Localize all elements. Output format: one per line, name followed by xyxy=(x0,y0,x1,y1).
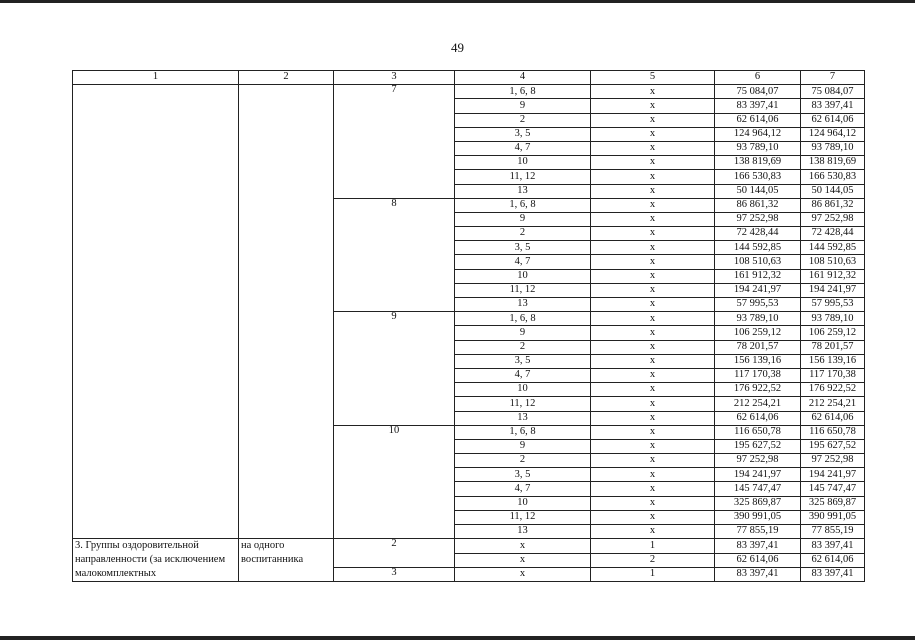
value-cell: x xyxy=(591,454,715,468)
value-cell: 9 xyxy=(455,212,591,226)
value-cell: 62 614,06 xyxy=(801,411,865,425)
value-cell: x xyxy=(591,85,715,99)
value-cell: 161 912,32 xyxy=(715,269,801,283)
value-cell: 11, 12 xyxy=(455,397,591,411)
value-cell: x xyxy=(591,326,715,340)
value-cell: 57 995,53 xyxy=(801,298,865,312)
value-cell: x xyxy=(591,99,715,113)
value-cell: 9 xyxy=(455,326,591,340)
value-cell: 62 614,06 xyxy=(801,553,865,567)
value-cell: 194 241,97 xyxy=(801,468,865,482)
value-cell: x xyxy=(591,468,715,482)
value-cell: 62 614,06 xyxy=(715,553,801,567)
value-cell: 10 xyxy=(455,383,591,397)
value-cell: 161 912,32 xyxy=(801,269,865,283)
empty-col1-cell xyxy=(73,85,239,539)
value-cell: x xyxy=(591,411,715,425)
value-cell: 145 747,47 xyxy=(715,482,801,496)
value-cell: x xyxy=(591,510,715,524)
value-cell: 2 xyxy=(455,227,591,241)
value-cell: x xyxy=(591,397,715,411)
value-cell: 156 139,16 xyxy=(801,354,865,368)
value-cell: 97 252,98 xyxy=(715,212,801,226)
value-cell: x xyxy=(591,383,715,397)
value-cell: 390 991,05 xyxy=(715,510,801,524)
value-cell: x xyxy=(591,496,715,510)
value-cell: 86 861,32 xyxy=(715,198,801,212)
value-cell: 1, 6, 8 xyxy=(455,312,591,326)
group-size-cell: 2 xyxy=(334,539,455,568)
value-cell: 86 861,32 xyxy=(801,198,865,212)
value-cell: 4, 7 xyxy=(455,482,591,496)
value-cell: 124 964,12 xyxy=(715,127,801,141)
value-cell: 9 xyxy=(455,99,591,113)
value-cell: 11, 12 xyxy=(455,510,591,524)
value-cell: x xyxy=(591,312,715,326)
value-cell: 195 627,52 xyxy=(715,439,801,453)
table-body xyxy=(73,71,865,582)
value-cell: 4, 7 xyxy=(455,141,591,155)
value-cell: x xyxy=(591,212,715,226)
value-cell: 83 397,41 xyxy=(715,567,801,581)
value-cell: 1, 6, 8 xyxy=(455,198,591,212)
value-cell: 57 995,53 xyxy=(715,298,801,312)
group-size-cell: 7 xyxy=(334,85,455,199)
value-cell: x xyxy=(455,539,591,553)
value-cell: 10 xyxy=(455,156,591,170)
value-cell: x xyxy=(591,354,715,368)
value-cell: x xyxy=(591,525,715,539)
value-cell: 93 789,10 xyxy=(801,312,865,326)
value-cell: x xyxy=(591,170,715,184)
value-cell: 72 428,44 xyxy=(801,227,865,241)
value-cell: 166 530,83 xyxy=(715,170,801,184)
value-cell: 97 252,98 xyxy=(801,454,865,468)
value-cell: 83 397,41 xyxy=(801,567,865,581)
value-cell: 97 252,98 xyxy=(715,454,801,468)
top-border xyxy=(0,0,915,3)
value-cell: 195 627,52 xyxy=(801,439,865,453)
value-cell: 4, 7 xyxy=(455,368,591,382)
header-cell: 6 xyxy=(715,71,801,85)
value-cell: 194 241,97 xyxy=(715,468,801,482)
value-cell: x xyxy=(591,482,715,496)
value-cell: 144 592,85 xyxy=(801,241,865,255)
value-cell: x xyxy=(591,127,715,141)
table-row xyxy=(73,85,865,99)
header-cell: 7 xyxy=(801,71,865,85)
value-cell: x xyxy=(591,283,715,297)
value-cell: x xyxy=(591,425,715,439)
value-cell: 138 819,69 xyxy=(715,156,801,170)
value-cell: x xyxy=(591,198,715,212)
value-cell: 62 614,06 xyxy=(715,411,801,425)
value-cell: 62 614,06 xyxy=(715,113,801,127)
value-cell: 2 xyxy=(455,454,591,468)
header-cell: 3 xyxy=(334,71,455,85)
header-cell: 2 xyxy=(239,71,334,85)
value-cell: x xyxy=(591,255,715,269)
tariff-table xyxy=(72,70,865,582)
value-cell: 2 xyxy=(455,113,591,127)
value-cell: 13 xyxy=(455,298,591,312)
value-cell: 4, 7 xyxy=(455,255,591,269)
value-cell: 77 855,19 xyxy=(715,525,801,539)
value-cell: 3, 5 xyxy=(455,127,591,141)
header-cell: 5 xyxy=(591,71,715,85)
header-cell: 1 xyxy=(73,71,239,85)
value-cell: 83 397,41 xyxy=(801,99,865,113)
value-cell: x xyxy=(591,141,715,155)
value-cell: 50 144,05 xyxy=(715,184,801,198)
value-cell: x xyxy=(591,227,715,241)
value-cell: 106 259,12 xyxy=(801,326,865,340)
header-cell: 4 xyxy=(455,71,591,85)
value-cell: 75 084,07 xyxy=(801,85,865,99)
value-cell: x xyxy=(591,368,715,382)
value-cell: x xyxy=(591,439,715,453)
value-cell: 117 170,38 xyxy=(801,368,865,382)
value-cell: 116 650,78 xyxy=(801,425,865,439)
value-cell: 78 201,57 xyxy=(715,340,801,354)
value-cell: 83 397,41 xyxy=(801,539,865,553)
value-cell: 72 428,44 xyxy=(715,227,801,241)
value-cell: 124 964,12 xyxy=(801,127,865,141)
group-size-cell: 8 xyxy=(334,198,455,312)
value-cell: 156 139,16 xyxy=(715,354,801,368)
value-cell: 2 xyxy=(455,340,591,354)
value-cell: 78 201,57 xyxy=(801,340,865,354)
value-cell: 194 241,97 xyxy=(715,283,801,297)
value-cell: 11, 12 xyxy=(455,283,591,297)
value-cell: 75 084,07 xyxy=(715,85,801,99)
value-cell: 93 789,10 xyxy=(715,312,801,326)
value-cell: 3, 5 xyxy=(455,241,591,255)
unit-cell: на одного воспитанника xyxy=(239,539,334,582)
value-cell: 144 592,85 xyxy=(715,241,801,255)
value-cell: x xyxy=(591,298,715,312)
group-size-cell: 9 xyxy=(334,312,455,426)
value-cell: 166 530,83 xyxy=(801,170,865,184)
value-cell: 93 789,10 xyxy=(715,141,801,155)
section-title-cell: 3. Группы оздоровительной направленности (за исключением малокомплектных xyxy=(73,539,239,582)
value-cell: 50 144,05 xyxy=(801,184,865,198)
value-cell: 1 xyxy=(591,567,715,581)
value-cell: 13 xyxy=(455,184,591,198)
value-cell: 1, 6, 8 xyxy=(455,425,591,439)
value-cell: x xyxy=(455,567,591,581)
group-size-cell: 10 xyxy=(334,425,455,539)
value-cell: 108 510,63 xyxy=(801,255,865,269)
value-cell: 325 869,87 xyxy=(801,496,865,510)
header-row xyxy=(73,71,865,85)
value-cell: 325 869,87 xyxy=(715,496,801,510)
value-cell: 117 170,38 xyxy=(715,368,801,382)
value-cell: 212 254,21 xyxy=(801,397,865,411)
value-cell: 10 xyxy=(455,496,591,510)
value-cell: 93 789,10 xyxy=(801,141,865,155)
value-cell: 11, 12 xyxy=(455,170,591,184)
value-cell: 62 614,06 xyxy=(801,113,865,127)
value-cell: 9 xyxy=(455,439,591,453)
value-cell: 194 241,97 xyxy=(801,283,865,297)
value-cell: 108 510,63 xyxy=(715,255,801,269)
value-cell: 77 855,19 xyxy=(801,525,865,539)
value-cell: x xyxy=(591,113,715,127)
value-cell: x xyxy=(591,156,715,170)
value-cell: 10 xyxy=(455,269,591,283)
value-cell: 13 xyxy=(455,525,591,539)
bottom-border xyxy=(0,636,915,640)
value-cell: 145 747,47 xyxy=(801,482,865,496)
value-cell: 106 259,12 xyxy=(715,326,801,340)
value-cell: x xyxy=(591,269,715,283)
value-cell: 2 xyxy=(591,553,715,567)
value-cell: 13 xyxy=(455,411,591,425)
value-cell: 176 922,52 xyxy=(715,383,801,397)
value-cell: x xyxy=(591,184,715,198)
value-cell: 176 922,52 xyxy=(801,383,865,397)
value-cell: 3, 5 xyxy=(455,354,591,368)
value-cell: 212 254,21 xyxy=(715,397,801,411)
value-cell: 138 819,69 xyxy=(801,156,865,170)
value-cell: 97 252,98 xyxy=(801,212,865,226)
value-cell: x xyxy=(455,553,591,567)
value-cell: 1 xyxy=(591,539,715,553)
value-cell: 3, 5 xyxy=(455,468,591,482)
empty-col2-cell xyxy=(239,85,334,539)
value-cell: 390 991,05 xyxy=(801,510,865,524)
value-cell: 1, 6, 8 xyxy=(455,85,591,99)
table-row xyxy=(73,539,865,553)
value-cell: 116 650,78 xyxy=(715,425,801,439)
value-cell: x xyxy=(591,241,715,255)
group-size-cell: 3 xyxy=(334,567,455,581)
value-cell: 83 397,41 xyxy=(715,539,801,553)
page-number: 49 xyxy=(451,40,464,55)
value-cell: 83 397,41 xyxy=(715,99,801,113)
value-cell: x xyxy=(591,340,715,354)
